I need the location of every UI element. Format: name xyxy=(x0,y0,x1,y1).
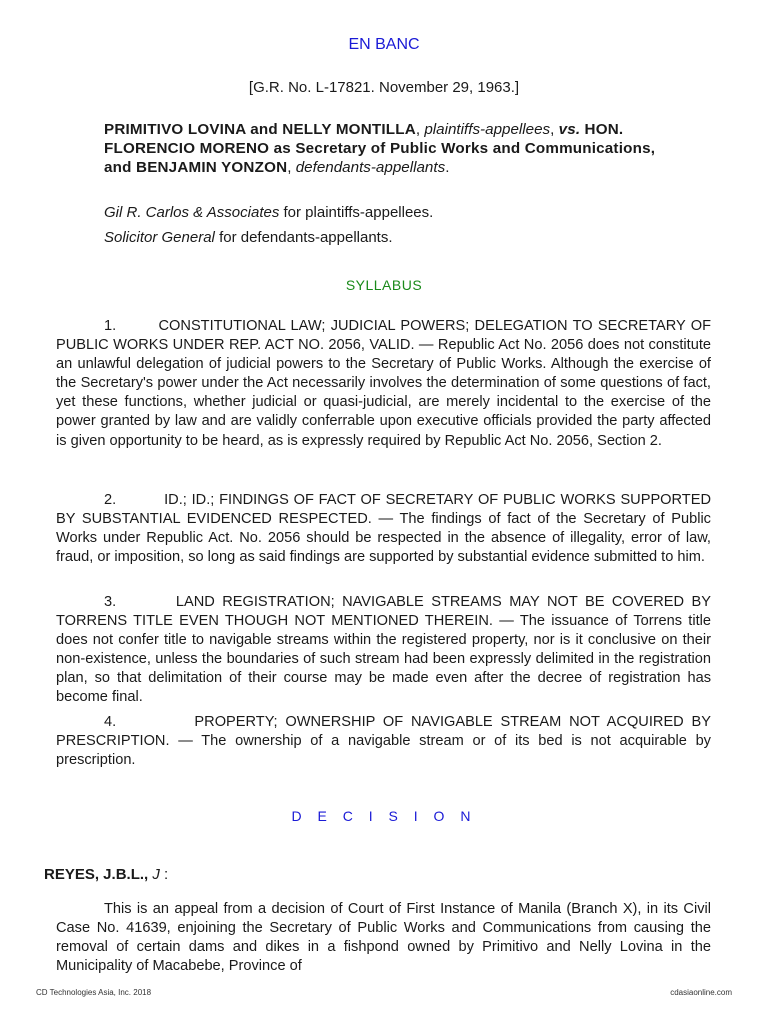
defendants-names: HON. FLORENCIO MORENO as Secretary of Public Works and Communications, and BENJAMIN YONZON xyxy=(104,121,656,176)
syllabus-item: 3. LAND REGISTRATION; NAVIGABLE STREAMS MAY NOT BE COVERED BY TORRENS TITLE EVEN THOUGH NOT MENTIONED THEREIN. — The issuance of Torrens title does not confer title to navigable streams within the registered property, nor is it conclusive on their non-existence, unless the boundaries of such stream had been expressly delimited in the registration plan, so that delimitation of their course may be made even after the decree of registration has become final. xyxy=(56,594,711,706)
footer-publisher: CD Technologies Asia, Inc. 2018 xyxy=(36,988,152,997)
syllabus-item-number: 1. xyxy=(104,318,117,334)
ponente-suffix: : xyxy=(159,866,169,883)
counsel-name: Gil R. Carlos & Associates xyxy=(104,204,280,221)
counsel-name: Solicitor General xyxy=(104,229,215,246)
syllabus-headnote: LAND REGISTRATION; NAVIGABLE STREAMS MAY NOT BE COVERED BY TORRENS TITLE EVEN THOUGH NOT MENTIONED THEREIN. xyxy=(56,594,711,630)
ponente-title: J xyxy=(152,866,160,883)
syllabus-item-number: 2. xyxy=(104,492,117,508)
syllabus-headnote: ID.; ID.; FINDINGS OF FACT OF SECRETARY OF PUBLIC WORKS SUPPORTED BY SUBSTANTIAL EVIDENCED RESPECTED. xyxy=(56,492,711,528)
syllabus-item: 4. PROPERTY; OWNERSHIP OF NAVIGABLE STREAM NOT ACQUIRED BY PRESCRIPTION. — The ownership of a navigable stream or of its bed is not acquirable by prescription. xyxy=(56,714,712,769)
syllabus-heading: SYLLABUS xyxy=(345,277,423,293)
decision-body-paragraph: This is an appeal from a decision of Court of First Instance of Manila (Branch X), in its Civil Case No. 41639, enjoining the Secretary of Public Works and Communications from causing the removal of certain dams and dikes in a fishpond owned by Primitivo and Nelly Lovina in the Municipality of Macabebe, Province of xyxy=(56,901,711,975)
decision-heading: D E C I S I O N xyxy=(291,808,477,824)
footer-website: cdasiaonline.com xyxy=(670,988,732,997)
counsel-for: for defendants-appellants. xyxy=(219,229,393,246)
counsel-for: for plaintiffs-appellees. xyxy=(283,204,434,221)
counsel-line xyxy=(104,204,433,221)
syllabus-item-number: 3. xyxy=(104,594,117,610)
ponente-line xyxy=(44,866,168,883)
syllabus-item-number: 4. xyxy=(104,714,117,730)
syllabus-text: The ownership of a navigable stream or of its bed is not acquirable by prescription. xyxy=(56,733,711,769)
syllabus-headnote: CONSTITUTIONAL LAW; JUDICIAL POWERS; DELEGATION TO SECRETARY OF PUBLIC WORKS UNDER REP. ACT NO. 2056, VALID. xyxy=(56,318,712,354)
case-parties: PRIMITIVO LOVINA and NELLY MONTILLA, plaintiffs-appellees, vs. HON. FLORENCIO MORENO as Secretary of Public Works and Communications, and BENJAMIN YONZON, defendants-appellants. xyxy=(104,121,656,176)
plaintiffs-names: PRIMITIVO LOVINA and NELLY MONTILLA xyxy=(104,121,416,138)
syllabus-text: Republic Act No. 2056 does not constitute an unlawful delegation of judicial powers to the Secretary of Public Works. Although the exercise of the Secretary's power under the Act necessarily involves the determination of some questions of fact, yet these functions, whether judicial or quasi-judicial, are merely incidental to the exercise of the power granted by law and are validly conferrable upon executive officials provided the party affected is given opportunity to be heard, as is expressly required by Republic Act No. 2056, Section 2. xyxy=(56,337,712,449)
court-division-heading: EN BANC xyxy=(348,36,420,53)
plaintiffs-role: plaintiffs-appellees xyxy=(424,121,551,138)
versus-label: vs. xyxy=(558,121,581,138)
syllabus-text: The findings of fact of the Secretary of Public Works under Republic Act. No. 2056 should be respected in the absence of illegality, error of law, fraud, or imposition, so long as said findings are supported by substantial evidence submitted to him. xyxy=(56,511,711,566)
syllabus-item: 1. CONSTITUTIONAL LAW; JUDICIAL POWERS; DELEGATION TO SECRETARY OF PUBLIC WORKS UNDER REP. ACT NO. 2056, VALID. — Republic Act No. 2056 does not constitute an unlawful delegation of judicial powers to the Secretary of Public Works. Although the exercise of the Secretary's power under the Act necessarily involves the determination of some questions of fact, yet these functions, whether judicial or quasi-judicial, are merely incidental to the exercise of the power granted by law and are validly conferrable upon executive officials provided the party affected is given opportunity to be heard, as is expressly required by Republic Act No. 2056, Section 2. xyxy=(56,318,712,449)
syllabus-headnote: PROPERTY; OWNERSHIP OF NAVIGABLE STREAM NOT ACQUIRED BY PRESCRIPTION. xyxy=(56,714,712,750)
case-number: [G.R. No. L-17821. November 29, 1963.] xyxy=(248,79,520,96)
syllabus-text: The issuance of Torrens title does not confer title to navigable streams within the registered property, nor is it conclusive on their non-existence, unless the boundaries of such stream had been expressly delimited in the registration plan, so that delimitation of their course may be made even after the decree of registration has become final. xyxy=(56,613,711,706)
ponente-name: REYES, J.B.L., xyxy=(44,866,149,883)
defendants-role: defendants-appellants xyxy=(295,159,446,176)
syllabus-item: 2. ID.; ID.; FINDINGS OF FACT OF SECRETARY OF PUBLIC WORKS SUPPORTED BY SUBSTANTIAL EVIDENCED RESPECTED. — The findings of fact of the Secretary of Public Works under Republic Act. No. 2056 should be respected in the absence of illegality, error of law, fraud, or imposition, so long as said findings are supported by substantial evidence submitted to him. xyxy=(56,492,711,566)
counsel-line xyxy=(104,229,393,246)
